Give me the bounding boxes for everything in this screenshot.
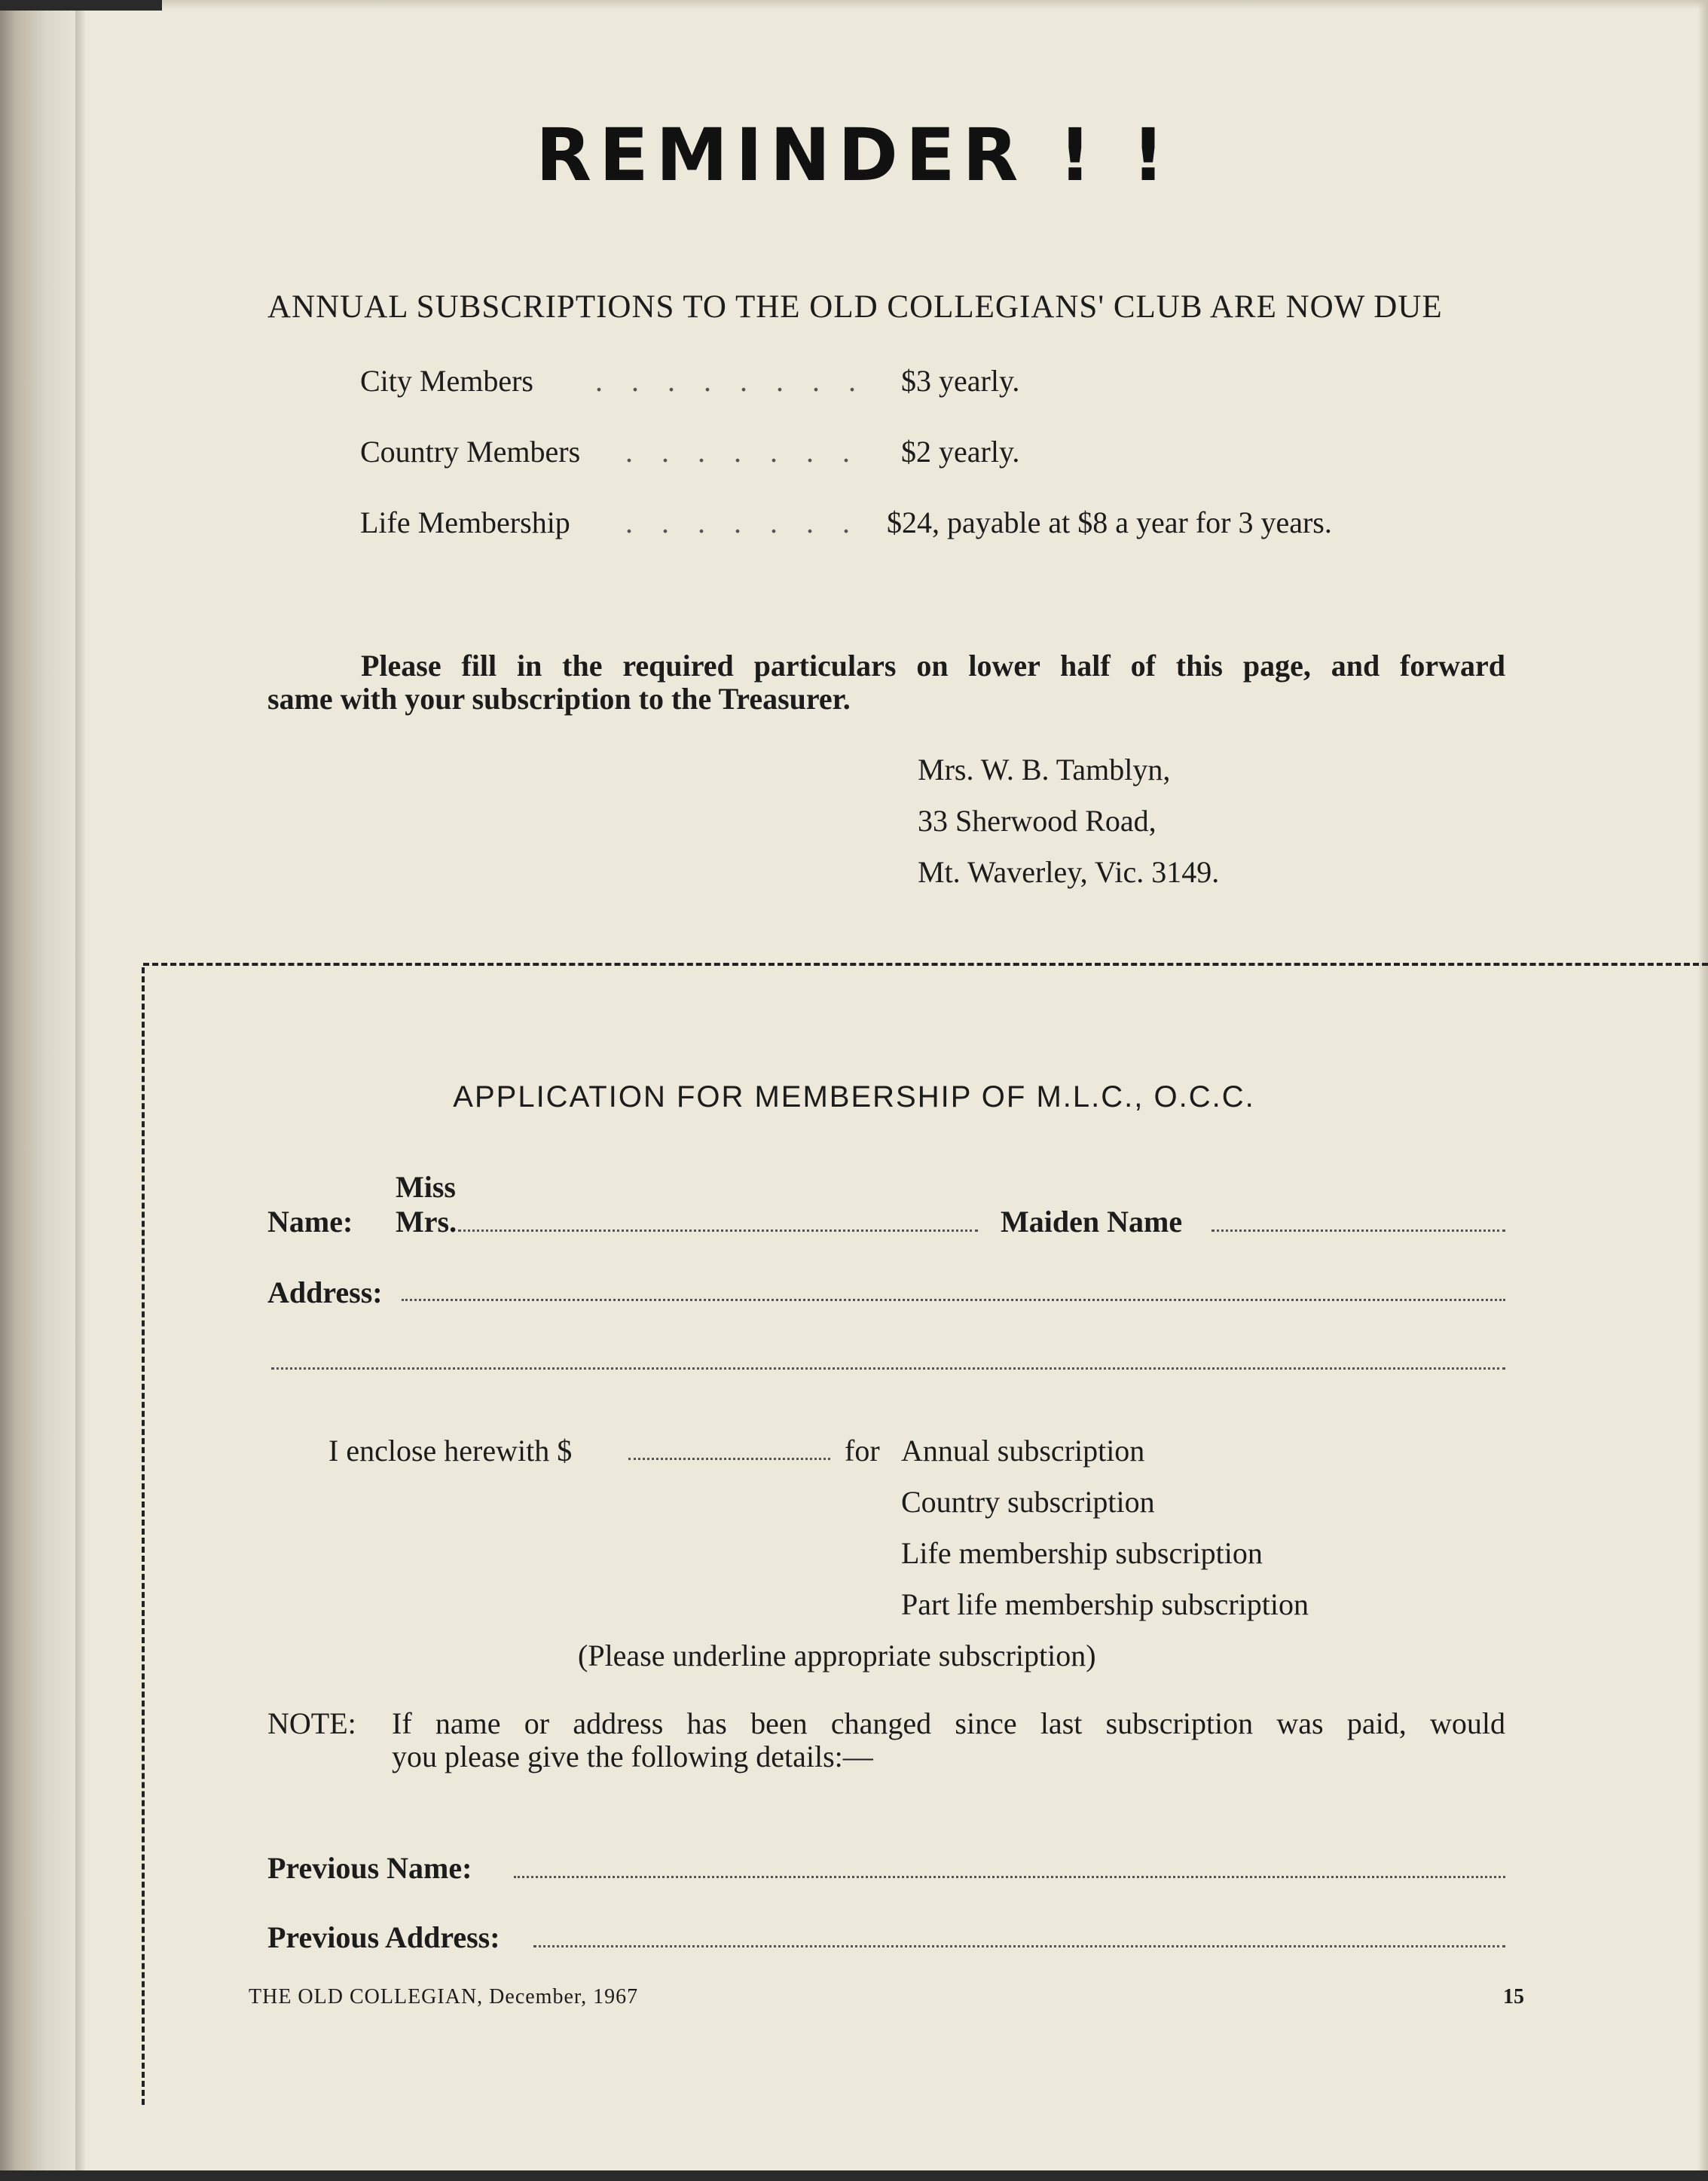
subscriptions-headline: ANNUAL SUBSCRIPTIONS TO THE OLD COLLEGIANS' CLUB ARE NOW DUE bbox=[267, 289, 1443, 325]
treasurer-town: Mt. Waverley, Vic. 3149. bbox=[918, 855, 1220, 889]
note-line-1: If name or address has been changed since last subscription was paid, would bbox=[392, 1706, 1505, 1740]
address-field-line-1[interactable] bbox=[402, 1299, 1505, 1301]
address-field-line-2[interactable] bbox=[271, 1367, 1505, 1370]
rate-leader-country: . . . . . . . bbox=[625, 435, 860, 469]
address-label: Address: bbox=[267, 1275, 383, 1309]
option-country[interactable]: Country subscription bbox=[901, 1485, 1155, 1519]
title-option-mrs[interactable]: Mrs. bbox=[396, 1205, 457, 1239]
rate-value-city: $3 yearly. bbox=[901, 364, 1020, 398]
title-option-miss[interactable]: Miss bbox=[396, 1170, 456, 1204]
name-field[interactable] bbox=[458, 1229, 978, 1232]
previous-address-field[interactable] bbox=[533, 1945, 1505, 1947]
previous-address-label: Previous Address: bbox=[267, 1920, 500, 1954]
publication-footer: THE OLD COLLEGIAN, December, 1967 bbox=[249, 1985, 639, 2008]
rate-value-country: $2 yearly. bbox=[901, 435, 1020, 469]
enclose-amount-field[interactable] bbox=[628, 1458, 830, 1460]
rate-value-life: $24, payable at $8 a year for 3 years. bbox=[887, 506, 1332, 539]
tear-off-line bbox=[143, 963, 1708, 966]
previous-name-label: Previous Name: bbox=[267, 1851, 472, 1885]
top-corner-edge bbox=[0, 0, 162, 11]
previous-name-field[interactable] bbox=[514, 1876, 1505, 1878]
rate-leader-city: . . . . . . . . bbox=[595, 364, 866, 398]
option-life[interactable]: Life membership subscription bbox=[901, 1536, 1263, 1570]
page-title: REMINDER ! ! bbox=[536, 113, 1172, 197]
note-line-2: you please give the following details:— bbox=[392, 1740, 873, 1773]
maiden-name-label: Maiden Name bbox=[1001, 1205, 1183, 1239]
rate-leader-life: . . . . . . . bbox=[625, 506, 860, 539]
maiden-name-field[interactable] bbox=[1211, 1229, 1505, 1232]
instructions-line-1: Please fill in the required particulars on lower half of this page, and forward bbox=[361, 649, 1505, 683]
for-label: for bbox=[845, 1434, 880, 1468]
page-number: 15 bbox=[1503, 1985, 1524, 2008]
instructions-line-2: same with your subscription to the Treasurer. bbox=[267, 682, 851, 716]
treasurer-name: Mrs. W. B. Tamblyn, bbox=[918, 753, 1171, 787]
top-shadow bbox=[0, 0, 1708, 9]
instructions-paragraph bbox=[267, 649, 1505, 716]
option-annual[interactable]: Annual subscription bbox=[901, 1434, 1145, 1468]
rate-label-city: City Members bbox=[360, 364, 533, 398]
name-label: Name: bbox=[267, 1205, 353, 1239]
treasurer-street: 33 Sherwood Road, bbox=[918, 804, 1156, 838]
rate-label-country: Country Members bbox=[360, 435, 581, 469]
enclose-label: I enclose herewith $ bbox=[328, 1434, 573, 1468]
bottom-edge bbox=[0, 2170, 1708, 2181]
application-title: APPLICATION FOR MEMBERSHIP OF M.L.C., O.C.C. bbox=[453, 1080, 1255, 1113]
note-label: NOTE: bbox=[267, 1706, 356, 1740]
tear-off-side-line bbox=[142, 967, 145, 2105]
option-part-life[interactable]: Part life membership subscription bbox=[901, 1587, 1309, 1621]
underline-note: (Please underline appropriate subscription) bbox=[578, 1639, 1096, 1672]
rate-label-life: Life Membership bbox=[360, 506, 570, 539]
